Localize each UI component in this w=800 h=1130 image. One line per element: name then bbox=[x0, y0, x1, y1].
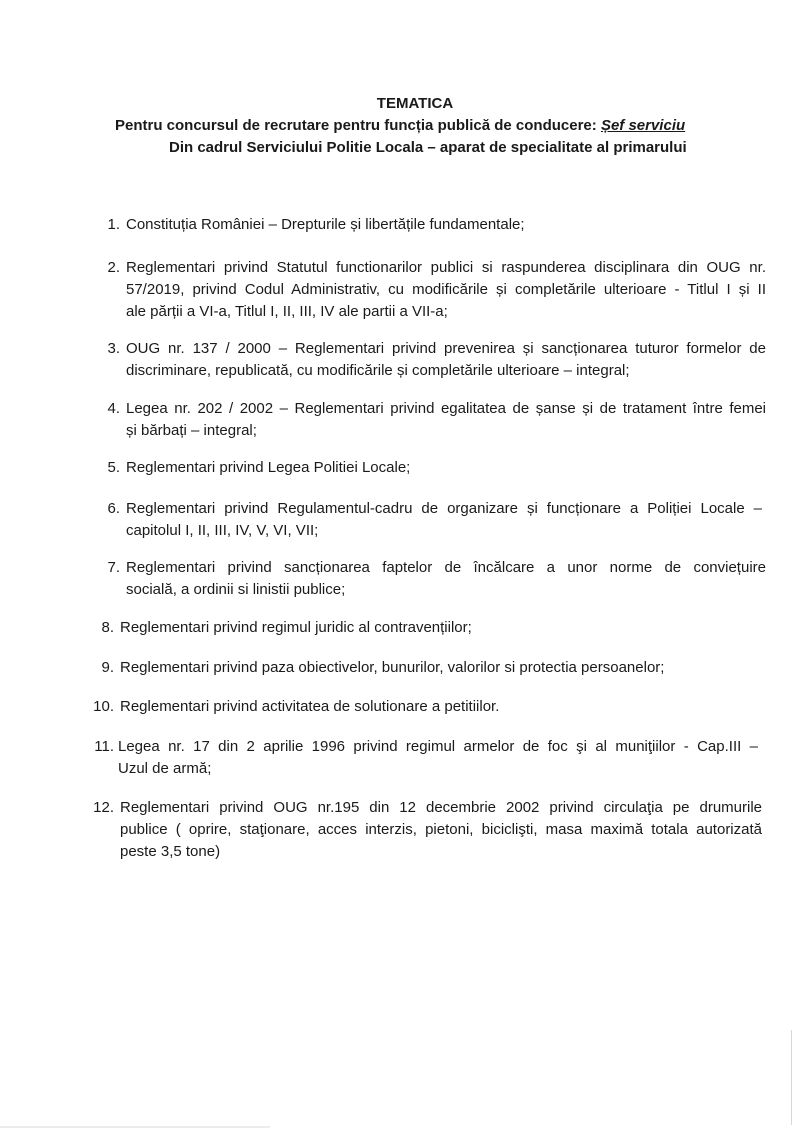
item-line: Reglementari privind activitatea de solutionare a petitiilor. bbox=[120, 698, 500, 715]
subtitle-prefix: Pentru concursul de recrutare pentru funcția publică de conducere: bbox=[115, 117, 601, 134]
item-text bbox=[120, 657, 760, 679]
item-number: 11. bbox=[94, 738, 114, 755]
item-text bbox=[126, 457, 726, 479]
item-line: OUG nr. 137 / 2000 – Reglementari privind prevenirea și sancționarea tuturor formelor de bbox=[126, 340, 766, 357]
item-text bbox=[120, 617, 720, 639]
item-number: 5. bbox=[107, 459, 120, 476]
subtitle-line-2: Din cadrul Serviciului Politie Locala – aparat de specialitate al primarului bbox=[169, 139, 687, 156]
item-number: 10. bbox=[93, 698, 114, 715]
item-text bbox=[126, 257, 766, 323]
subtitle-line-1 bbox=[115, 115, 685, 137]
item-line: socială, a ordinii si linistii publice; bbox=[126, 581, 346, 598]
item-line: Legea nr. 17 din 2 aprilie 1996 privind regimul armelor de foc şi al muniţiilor - Cap.III – bbox=[118, 738, 758, 755]
item-number: 8. bbox=[101, 619, 114, 636]
item-line: 57/2019, privind Codul Administrativ, cu modificările și completările ulterioare - Titlul I și II bbox=[126, 281, 766, 298]
item-line: Reglementari privind Legea Politiei Locale; bbox=[126, 459, 411, 476]
item-text bbox=[126, 214, 746, 236]
item-number: 4. bbox=[107, 400, 120, 417]
item-text bbox=[126, 557, 766, 601]
item-text bbox=[120, 797, 762, 863]
item-line: peste 3,5 tone) bbox=[120, 843, 221, 860]
item-line: Reglementari privind Statutul functionarilor publici si raspunderea disciplinara din OUG nr. bbox=[126, 259, 766, 276]
item-number: 3. bbox=[107, 340, 120, 357]
item-line: Reglementari privind paza obiectivelor, bunurilor, valorilor si protectia persoanelor; bbox=[120, 659, 665, 676]
item-number: 7. bbox=[107, 559, 120, 576]
item-line: Legea nr. 202 / 2002 – Reglementari privind egalitatea de șanse și de tratament între femei bbox=[126, 400, 766, 417]
item-line: Reglementari privind OUG nr.195 din 12 decembrie 2002 privind circulaţia pe drumurile bbox=[120, 799, 762, 816]
item-line: Reglementari privind Regulamentul-cadru de organizare și funcționare a Poliției Locale – bbox=[126, 500, 762, 517]
item-line: Reglementari privind sancționarea faptelor de încălcare a unor norme de conviețuire bbox=[126, 559, 766, 576]
item-number: 9. bbox=[101, 659, 114, 676]
item-text bbox=[126, 498, 762, 542]
item-line: discriminare, republicată, cu modificările și completările ulterioare – integral; bbox=[126, 362, 630, 379]
item-text bbox=[126, 398, 766, 442]
scan-edge-bottom bbox=[0, 1126, 270, 1128]
item-text bbox=[118, 736, 758, 780]
item-line: Reglementari privind regimul juridic al contravențiilor; bbox=[120, 619, 472, 636]
item-number: 2. bbox=[107, 259, 120, 276]
item-number: 12. bbox=[93, 799, 114, 816]
item-line: și bărbați – integral; bbox=[126, 422, 257, 439]
item-line: ale părții a VI-a, Titlul I, II, III, IV ale partii a VII-a; bbox=[126, 303, 448, 320]
item-line: Uzul de armă; bbox=[118, 760, 212, 777]
item-line: publice ( oprire, staţionare, acces interzis, pietoni, biciclişti, masa maximă totala autorizată bbox=[120, 821, 762, 838]
item-line: Constituția României – Drepturile și libertățile fundamentale; bbox=[126, 216, 525, 233]
scan-edge-right bbox=[791, 1030, 792, 1125]
document-title: TEMATICA bbox=[376, 95, 454, 112]
position-role: Șef serviciu bbox=[600, 117, 686, 134]
item-text bbox=[126, 338, 766, 382]
item-line: capitolul I, II, III, IV, V, VI, VII; bbox=[126, 522, 319, 539]
item-text bbox=[120, 696, 720, 718]
item-number: 1. bbox=[107, 216, 120, 233]
item-number: 6. bbox=[107, 500, 120, 517]
